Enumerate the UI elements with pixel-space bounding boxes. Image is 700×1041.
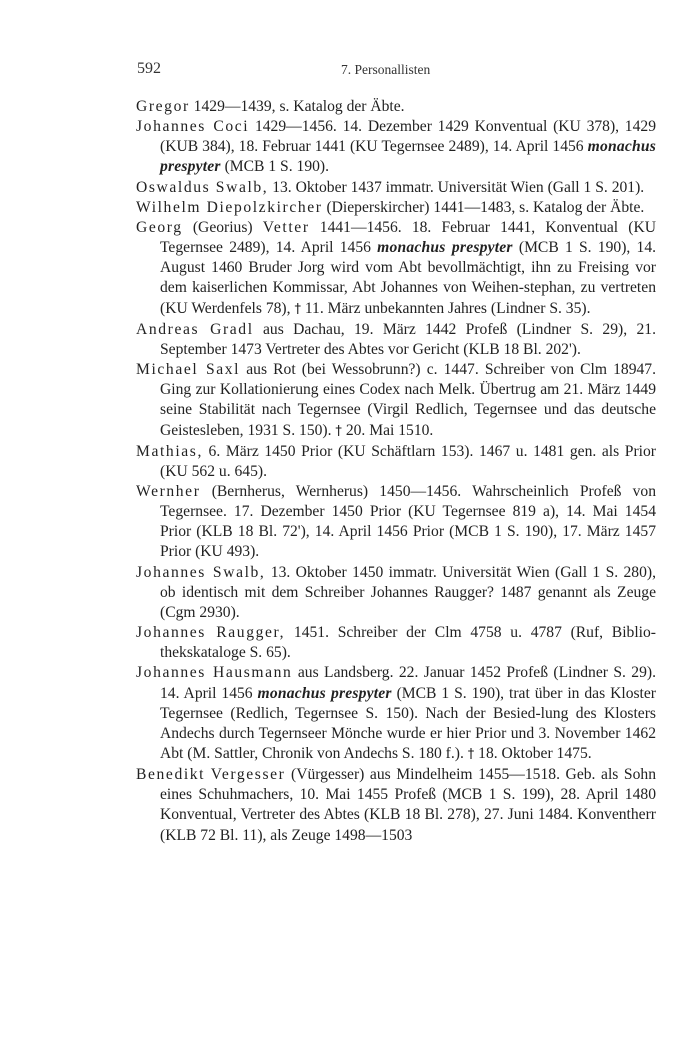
entry-name: Gregor — [136, 98, 190, 115]
entry-name: Benedikt — [136, 766, 206, 784]
entry-text: 13. Oktober 1450 immatr. Universität Wien (Gall 1 S. 280), ob identisch mit dem Schreiber Johannes Raugger? 1487 genannt als Zeuge (Cgm 2930). — [160, 563, 656, 621]
entry-text: 20. Mai 1510. — [341, 421, 434, 439]
entry-text: (Vürgesser) aus Mindelheim 1455—1518. Geb. als Sohn eines Schuhmachers, 10. Mai 1455 Profeß (MCB 1 S. 199), 28. April 1480 Konventual, Vertreter des Abtes (KLB 18 Bl. 278), 27. Juni 1484. Konventherr (KLB 72 Bl. 11), als Zeuge 1498—1503 — [160, 766, 656, 844]
entry-text: (MCB 1 S. 190), 14. August 1460 Bruder Jorg wird vom Abt bevollmächtigt, ihn zu Freising vor dem kaiserlichen Kommissar, Abt Johannes von Weihen-stephan, zu vertreten (KU Werdenfels 78), — [160, 239, 657, 317]
death-cross-icon: † — [467, 747, 475, 762]
list-item — [136, 765, 656, 846]
list-item — [136, 663, 656, 765]
list-item — [136, 218, 656, 320]
entry-text: aus Dachau, 19. März 1442 Profeß (Lindner S. 29), 21. September 1473 Vertreter des Abtes vor Gericht (KLB 18 Bl. 202'). — [160, 320, 656, 358]
entry-text: aus Landsberg. 22. Januar 1452 Profeß (Lindner S. 29). 14. April 1456 — [160, 664, 656, 702]
entry-italic: monachus prespyter — [257, 684, 392, 702]
entry-name: Georg — [136, 218, 183, 236]
entry-name: Oswaldus Swalb, — [136, 178, 269, 196]
entry-text: (Bernherus, Wernherus) 1450—1456. Wahrscheinlich Profeß von Tegernsee. 17. Dezember 1450 Prior (KU Tegernsee 819 a), 14. Mai 1454 Prior (KLB 18 Bl. 72'), 14. April 1456 Prior (MCB 1 S. 190), 17. März 1457 Prior (KU 493). — [160, 482, 656, 561]
entry-name: Johannes Raugger, — [136, 624, 286, 642]
running-head: 7. Personallisten — [341, 62, 431, 77]
list-item — [136, 97, 656, 117]
entry-text: (MCB 1 S. 190). — [220, 158, 330, 176]
entry-surname: Vetter — [262, 218, 310, 236]
entry-text: (MCB 1 S. 190), trat über in das Kloster Tegernsee (Redlich, Tegernsee S. 150). Nach der Besied-lung des Klosters Andechs durch Tegernseer Mönche wurde er hier Prior und 3. November 1462 Abt (M. Sattler, Chronik von Andechs S. 180 f.). — [160, 684, 657, 762]
entry-text: 18. Oktober 1475. — [474, 745, 592, 762]
list-item — [136, 178, 656, 198]
entry-name: Wernher — [136, 482, 201, 500]
entry-name: Mathias, — [136, 442, 203, 460]
list-item — [136, 117, 656, 177]
entry-text: 1441—1456. 18. Februar 1441, Konventual (KU Tegernsee 2489), 14. April 1456 — [160, 218, 656, 257]
entry-name: Wilhelm Diepolzkircher — [136, 198, 323, 216]
entry-text: 13. Oktober 1437 immatr. Universität Wien (Gall 1 S. 201). — [272, 178, 645, 196]
entry-name: Johannes Hausmann — [136, 664, 293, 682]
entry-text: 1429—1439, s. Katalog der Äbte. — [193, 98, 405, 115]
entry-surname: Vergesser — [210, 766, 286, 784]
entry-name: Johannes Coci — [136, 118, 250, 136]
list-item — [136, 623, 656, 663]
entry-name: Michael Saxl — [136, 361, 241, 379]
entry-text: (Dieperskircher) 1441—1483, s. Katalog der Äbte. — [326, 198, 645, 216]
page-number: 592 — [137, 60, 161, 77]
entry-text: (Georius) — [192, 218, 263, 236]
death-cross-icon: † — [294, 301, 301, 317]
list-item — [136, 320, 656, 360]
list-item — [136, 360, 656, 442]
entry-text: 11. März unbekannten Jahres (Lindner S. 35). — [300, 299, 591, 317]
entry-text: aus Rot (bei Wessobrunn?) c. 1447. Schreiber von Clm 18947. Ging zur Kollationierung eines Codex nach Melk. Übertrug am 21. März 1449 seine Stabilität nach Tegernsee (Virgil Redlich, Tegernsee und das deutsche Geistesleben, 1931 S. 150). — [160, 361, 656, 439]
entry-name: Johannes Swalb, — [136, 563, 266, 581]
list-item — [136, 442, 656, 482]
entry-italic: monachus prespyter — [160, 138, 656, 176]
entry-text: 6. März 1450 Prior (KU Schäftlarn 153). 1467 u. 1481 gen. als Prior (KU 562 u. 645). — [160, 442, 656, 480]
entry-text: 1429—1456. 14. Dezember 1429 Konventual (KU 378), 1429 (KUB 384), 18. Februar 1441 (KU Tegernsee 2489), 14. April 1456 — [160, 118, 656, 156]
death-cross-icon: † — [335, 423, 342, 439]
list-item — [136, 563, 656, 623]
entry-list — [136, 97, 656, 846]
list-item — [136, 482, 656, 563]
entry-name: Andreas Gradl — [136, 320, 254, 338]
entry-italic: monachus prespyter — [377, 239, 513, 257]
list-item — [136, 198, 656, 218]
entry-text: 1451. Schreiber der Clm 4758 u. 4787 (Ruf, Biblio-thekskataloge S. 65). — [160, 624, 656, 662]
